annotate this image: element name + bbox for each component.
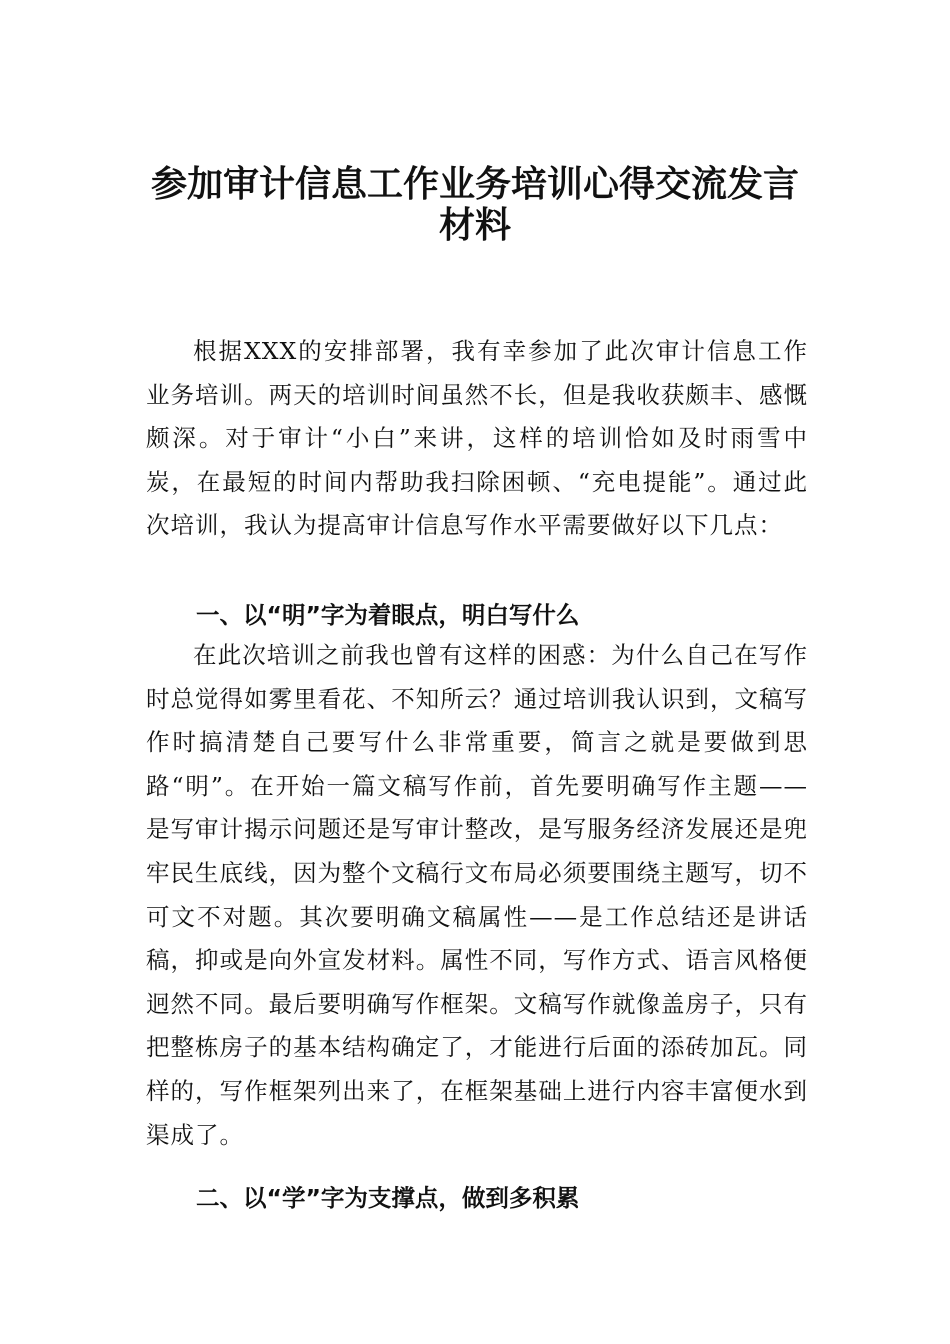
section-heading-2: 二、以“学”字为支撑点，做到多积累 [196,1184,580,1212]
intro-paragraph: 根据XXX的安排部署，我有幸参加了此次审计信息工作业务培训。两天的培训时间虽然不长，但是我收获颇丰、感慨颇深。对于审计“小白”来讲，这样的培训恰如及时雨雪中炭，在最短的时间内帮助我扫除困顿、“充电提能”。通过此次培训，我认为提高审计信息写作水平需要做好以下几点： [146,337,808,540]
section-heading-1: 一、以“明”字为着眼点，明白写什么 [196,601,580,629]
document-title-line-1: 参加审计信息工作业务培训心得交流发言 [150,164,799,205]
section-1-paragraph: 在此次培训之前我也曾有这样的困惑：为什么自己在写作时总觉得如雾里看花、不知所云？通过培训我认识到，文稿写作时搞清楚自己要写什么非常重要，简言之就是要做到思路“明”。在开始一篇文稿写作前，首先要明确写作主题——是写审计揭示问题还是写审计整改，是写服务经济发展还是兜牢民生底线，因为整个文稿行文布局必须要围绕主题写，切不可文不对题。其次要明确文稿属性——是工作总结还是讲话稿，抑或是向外宣发材料。属性不同，写作方式、语言风格便迥然不同。最后要明确写作框架。文稿写作就像盖房子，只有把整栋房子的基本结构确定了，才能进行后面的添砖加瓦。同样的，写作框架列出来了，在框架基础上进行内容丰富便水到渠成了。 [146,641,808,1149]
document-title-line-2: 材料 [438,205,511,246]
